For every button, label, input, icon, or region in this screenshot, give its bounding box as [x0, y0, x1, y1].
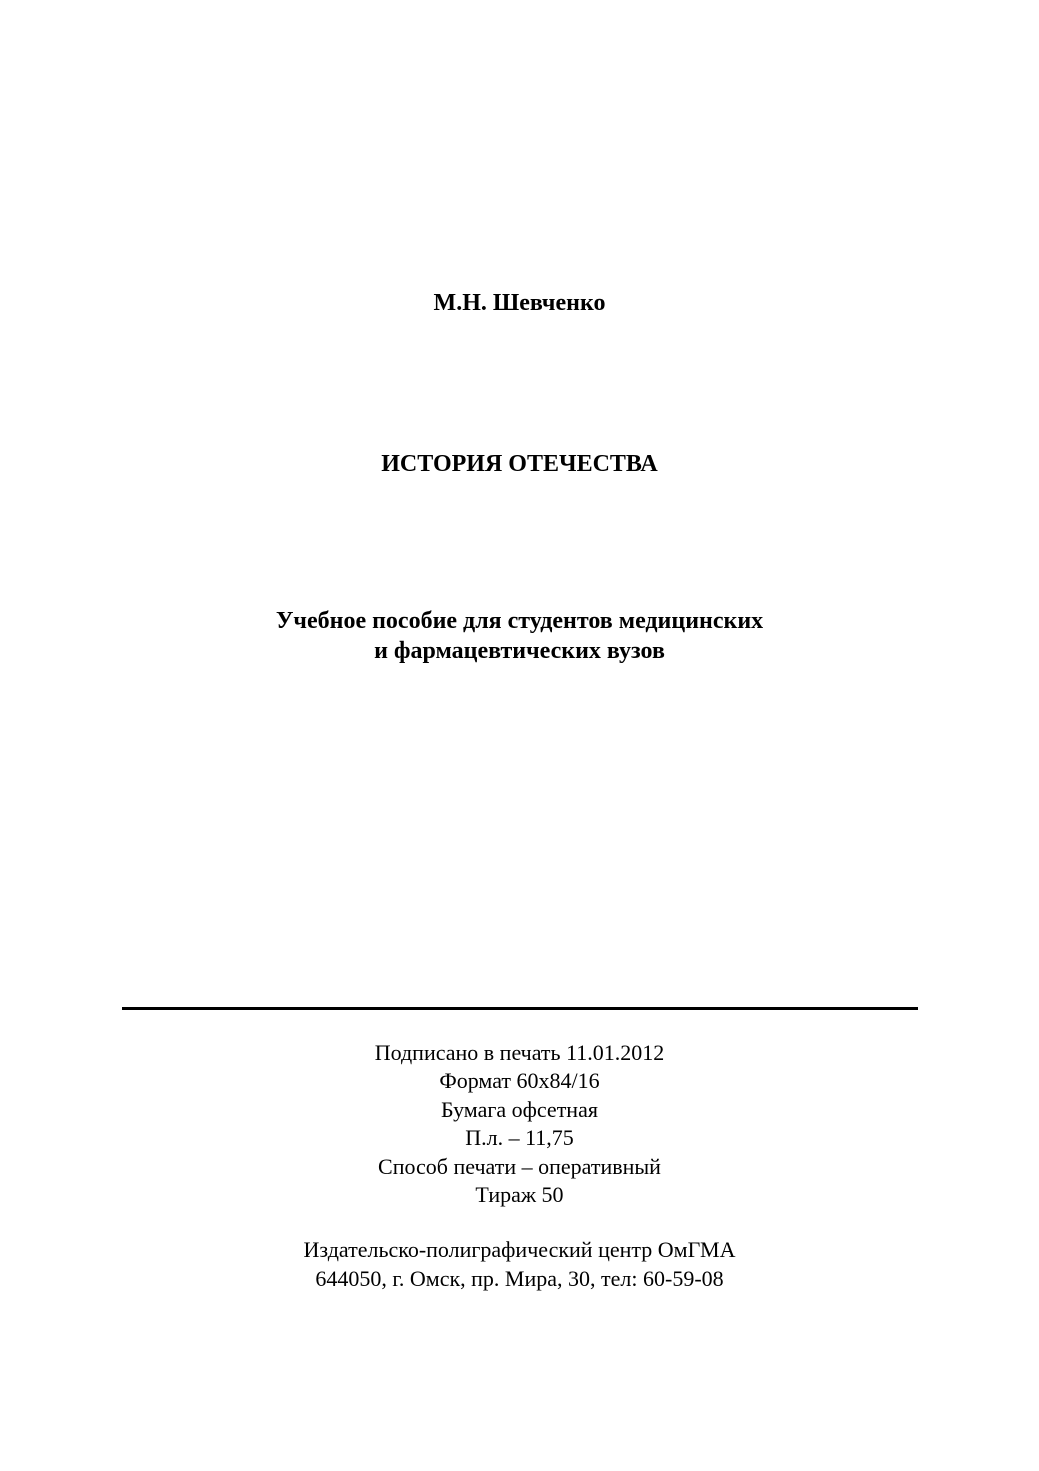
author-name: М.Н. Шевченко	[433, 290, 606, 316]
imprint-sheets: П.л. – 11,75	[465, 1125, 574, 1151]
document-title: ИСТОРИЯ ОТЕЧЕСТВА	[381, 451, 658, 477]
imprint-print-run: Тираж 50	[475, 1182, 564, 1208]
document-subtitle	[0, 606, 1039, 666]
publisher-block	[0, 1236, 1039, 1293]
imprint-format: Формат 60х84/16	[439, 1068, 600, 1094]
imprint-print-method: Способ печати – оперативный	[378, 1153, 661, 1179]
subtitle-line: и фармацевтических вузов	[374, 638, 665, 664]
publisher-name: Издательско-полиграфический центр ОмГМА	[303, 1237, 736, 1262]
horizontal-divider	[122, 1007, 918, 1010]
imprint-block	[0, 1039, 1039, 1209]
imprint-signed-date: Подписано в печать 11.01.2012	[374, 1040, 665, 1065]
imprint-paper: Бумага офсетная	[441, 1096, 598, 1122]
subtitle-line: Учебное пособие для студентов медицинских	[275, 608, 764, 634]
publisher-address: 644050, г. Омск, пр. Мира, 30, тел: 60-59-08	[315, 1265, 724, 1291]
